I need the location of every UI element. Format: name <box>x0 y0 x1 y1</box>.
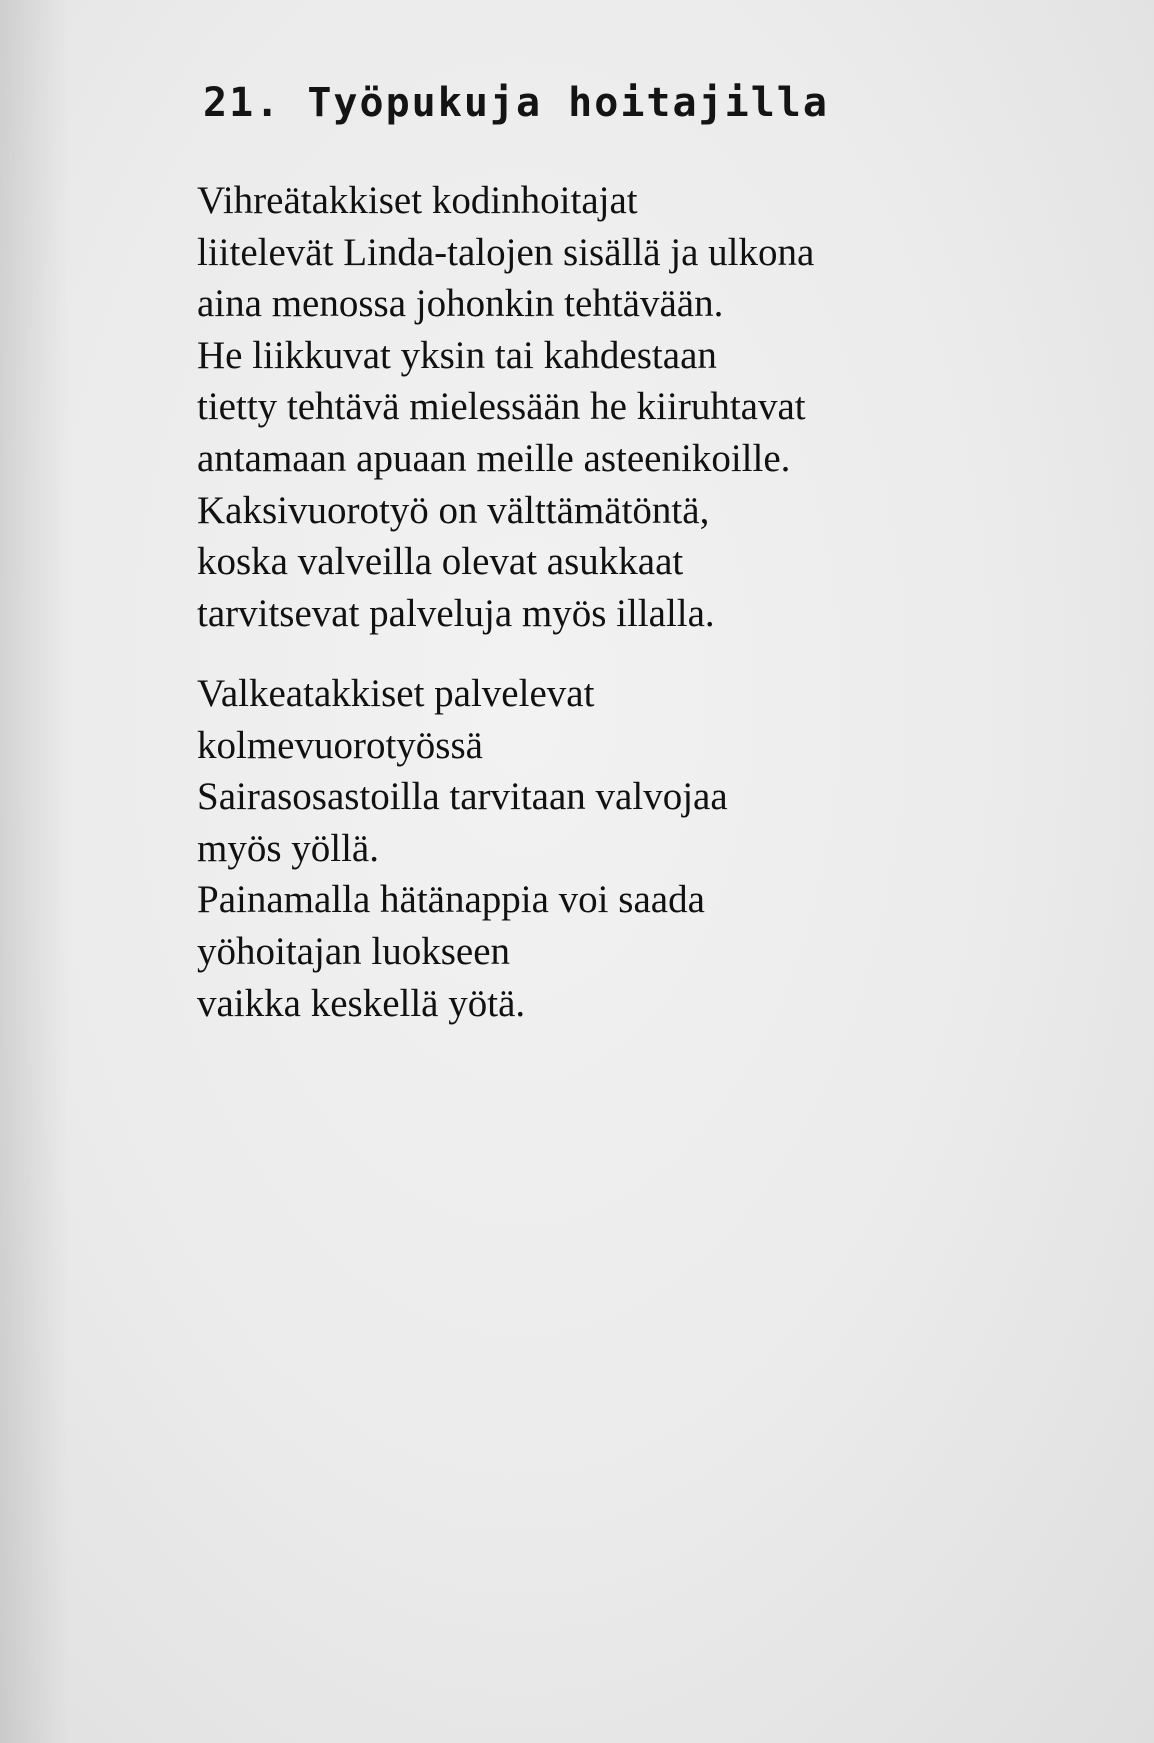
poem-line: Vihreätakkiset kodinhoitajat <box>197 179 638 222</box>
poem-line: liitelevät Linda-talojen sisällä ja ulkona <box>197 230 815 274</box>
poem-line: Painamalla hätänappia voi saada <box>197 878 705 922</box>
poem-line: myös yöllä. <box>197 826 379 870</box>
poem-line: tarvitsevat palveluja myös illalla. <box>197 591 715 635</box>
poem-line: He liikkuvat yksin tai kahdestaan <box>197 333 717 377</box>
poem-line: antamaan apuaan meille asteenikoille. <box>197 436 791 480</box>
poem-line: koska valveilla olevat asukkaat <box>197 540 684 584</box>
poem-line: vaikka keskellä yötä. <box>197 981 526 1025</box>
poem-line: yöhoitajan luokseen <box>197 929 511 973</box>
poem-title: 21. Työpukuja hoitajilla <box>203 80 829 126</box>
poem-line: tietty tehtävä mielessään he kiiruhtavat <box>197 385 806 429</box>
stanza-2 <box>197 668 728 1029</box>
poem-line: aina menossa johonkin tehtävään. <box>197 282 724 326</box>
poem-line: Valkeatakkiset palvelevat <box>197 672 595 715</box>
poem-line: kolmevuorotyössä <box>197 723 483 767</box>
poem-line: Kaksivuorotyö on välttämätöntä, <box>197 488 710 532</box>
stanza-1 <box>197 175 814 639</box>
poem-line: Sairasosastoilla tarvitaan valvojaa <box>197 775 728 819</box>
